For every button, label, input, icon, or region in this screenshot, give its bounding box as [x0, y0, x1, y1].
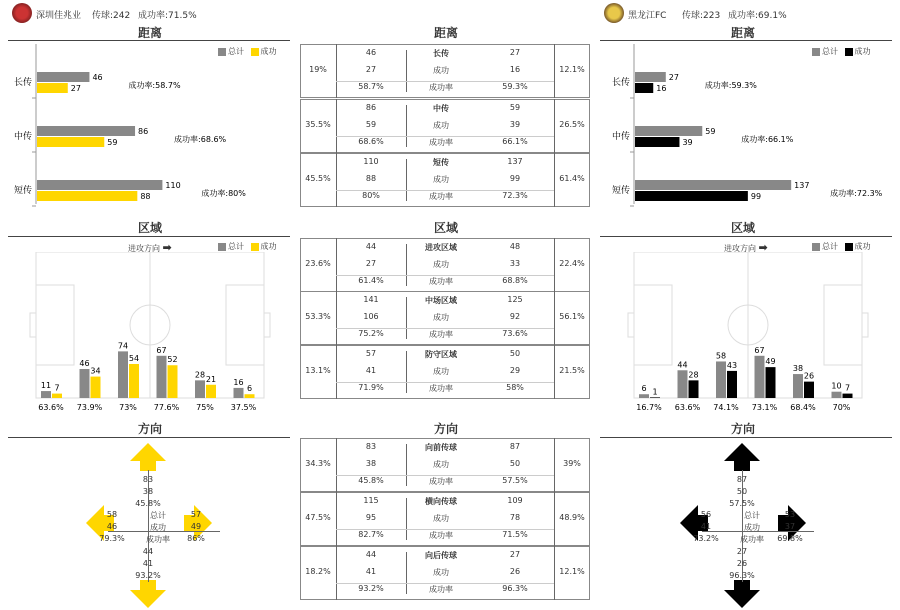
center-direction-title: 方向: [433, 422, 458, 436]
left-value: 71.9%: [358, 383, 384, 392]
bar-success-label: 28: [688, 370, 699, 380]
right-value: 26: [509, 567, 521, 576]
left-value: 141: [363, 295, 379, 304]
left-value: 95: [365, 513, 377, 522]
bar-success: [129, 364, 139, 398]
left-distance-rule: [8, 40, 290, 41]
left-value: 83: [365, 442, 377, 451]
row-label: 向前传球: [425, 443, 457, 452]
right-percent: 26.5%: [559, 120, 585, 129]
rate-label: 74.1%: [713, 403, 739, 412]
left-team-name: 深圳佳兆业: [36, 11, 82, 21]
bar-total: [41, 391, 51, 398]
bar-success-label: 16: [656, 84, 667, 93]
legend-success-swatch: [251, 243, 259, 251]
left-percent: 45.5%: [305, 174, 331, 183]
right-zone-rule: [600, 236, 892, 237]
row-label: 成功: [433, 460, 449, 469]
right-value: 59: [509, 103, 521, 112]
bar-total-label: 11: [40, 381, 52, 391]
row-label: 向后传球: [425, 551, 457, 560]
bar-success-label: 6: [246, 384, 253, 394]
right-value: 50: [509, 349, 521, 358]
row-label: 成功: [433, 260, 449, 269]
bar-total: [195, 380, 205, 398]
left-percent: 13.1%: [305, 366, 331, 375]
rate-label: 73.9%: [76, 403, 103, 412]
row-label: 中场区域: [425, 296, 457, 305]
bar-total: [118, 351, 128, 398]
right-distance-title: 距离: [730, 26, 755, 40]
rate-label: 68.4%: [790, 403, 816, 412]
bar-total-label: 67: [156, 345, 167, 355]
left-direction-title: 方向: [137, 422, 162, 436]
left-value: 58.7%: [358, 82, 384, 91]
row-label: 成功率: [429, 277, 453, 286]
side_r-value: 37: [784, 522, 796, 531]
bar-success: [843, 394, 853, 398]
bar-total: [157, 356, 167, 398]
rate-label: 63.6%: [38, 403, 64, 412]
side_l-value: 41: [700, 522, 712, 531]
bar-success-label: 7: [844, 383, 851, 393]
row-label: 成功: [433, 66, 449, 75]
bar-success-label: 21: [205, 374, 217, 384]
rate-label: 63.6%: [674, 403, 701, 412]
bar-total-label: 10: [831, 381, 842, 391]
bar-total: [793, 374, 803, 398]
bar-success-label: 26: [803, 371, 815, 381]
center-distance-title: 距离: [433, 26, 458, 40]
category-label: 长传: [13, 78, 32, 88]
bar-success: [37, 191, 137, 201]
pitch-right-box: [226, 285, 264, 365]
forward-value: 83: [142, 475, 154, 484]
bar-success: [206, 385, 216, 398]
legend-total-label: 总计: [822, 242, 838, 251]
bar-total-label: 137: [794, 181, 810, 190]
back-value: 93.2%: [135, 571, 161, 580]
attack-direction-label: 进攻方向: [724, 244, 756, 253]
right-value: 39: [509, 120, 521, 129]
forward-value: 87: [736, 475, 748, 484]
back-value: 44: [142, 547, 154, 556]
bar-success-label: 54: [128, 353, 140, 363]
left-value: 106: [363, 312, 379, 321]
rate-label: 77.6%: [153, 403, 180, 412]
mid-value: 总计: [744, 511, 760, 520]
left-value: 59: [365, 120, 377, 129]
row-label: 成功率: [429, 477, 453, 486]
left-value: 61.4%: [358, 276, 384, 285]
bar-total-label: 58: [715, 351, 727, 361]
forward-value: 57.5%: [729, 499, 755, 508]
row-label: 成功: [433, 367, 449, 376]
rate-label: 75%: [196, 403, 214, 412]
row-rule: [336, 382, 554, 383]
back-value: 26: [736, 559, 748, 568]
left-percent: 53.3%: [305, 312, 331, 321]
rate-label: 37.5%: [230, 403, 257, 412]
bar-total: [716, 361, 726, 398]
left-team-rate: 成功率:71.5%: [138, 11, 197, 21]
rate-label: 成功率:66.1%: [741, 135, 794, 144]
bar-total-label: 38: [792, 364, 804, 374]
row-label: 成功: [433, 313, 449, 322]
row-label: 短传: [433, 158, 449, 167]
rate-label: 成功率:68.6%: [174, 135, 227, 144]
bar-success-label: 7: [54, 383, 60, 393]
left-percent: 35.5%: [305, 120, 331, 129]
bar-success: [727, 371, 737, 398]
back-value: 27: [736, 547, 748, 556]
right-value: 99: [509, 174, 521, 183]
bar-total-label: 44: [677, 360, 688, 370]
category-label: 中传: [611, 132, 630, 142]
left-value: 38: [365, 459, 377, 468]
row-label: 成功率: [429, 192, 453, 201]
side_l-value: 73.2%: [693, 534, 719, 543]
row-label: 中传: [433, 104, 449, 113]
legend-total-label: 总计: [822, 47, 838, 56]
side_r-value: 49: [190, 522, 202, 531]
bar-success: [37, 137, 104, 147]
row-label: 成功: [433, 175, 449, 184]
row-label: 成功率: [429, 531, 453, 540]
right-value: 59.3%: [502, 82, 528, 91]
row-rule: [336, 136, 554, 137]
bar-success-label: 39: [682, 138, 693, 147]
right-zone-chart: [598, 252, 898, 417]
forward-value: 38: [142, 487, 154, 496]
left-value: 86: [365, 103, 377, 112]
pitch-left-goal: [30, 313, 36, 337]
bar-success-label: 52: [167, 355, 178, 365]
legend-total-swatch: [218, 243, 226, 251]
right-team-passes: 传球:223: [682, 11, 721, 21]
bar-total-label: 6: [641, 384, 647, 394]
right-value: 96.3%: [502, 584, 528, 593]
bar-total: [635, 126, 702, 136]
bar-total-label: 86: [138, 127, 149, 136]
pitch-right-goal: [862, 313, 868, 337]
bar-success: [635, 83, 653, 93]
right-value: 16: [509, 65, 521, 74]
right-value: 48: [509, 242, 521, 251]
bar-total: [37, 72, 89, 82]
right-percent: 22.4%: [559, 259, 585, 268]
left-percent: 34.3%: [305, 459, 331, 468]
right-direction-rule: [600, 437, 892, 438]
left-direction-rule: [8, 437, 290, 438]
left-value: 45.8%: [358, 476, 384, 485]
right-value: 109: [507, 496, 523, 505]
pitch-left-box: [36, 285, 74, 365]
row-label: 成功率: [429, 138, 453, 147]
right-percent: 61.4%: [559, 174, 585, 183]
row-label: 防守区域: [425, 350, 457, 359]
row-rule: [336, 529, 554, 530]
forward-value: 50: [736, 487, 748, 496]
legend-total-label: 总计: [228, 47, 244, 56]
side_r-value: 86%: [187, 534, 205, 543]
left-zone-legend: [218, 241, 277, 252]
bar-total: [37, 126, 135, 136]
bar-success: [804, 382, 814, 398]
legend-success-label: 成功: [854, 47, 871, 56]
left-value: 93.2%: [358, 584, 384, 593]
bar-success-label: 88: [140, 192, 151, 201]
attack-direction-label: 进攻方向: [128, 244, 160, 253]
bar-total-label: 46: [92, 73, 103, 82]
legend-total-swatch: [812, 243, 820, 251]
bar-success: [245, 394, 255, 398]
bar-success-label: 27: [70, 84, 81, 93]
bar-success: [635, 191, 748, 201]
row-rule: [336, 583, 554, 584]
left-zone-chart: [0, 252, 290, 417]
right-value: 68.8%: [502, 276, 528, 285]
category-label: 短传: [611, 186, 630, 196]
right-distance-chart: [598, 42, 898, 212]
row-label: 成功: [433, 514, 449, 523]
row-rule: [336, 190, 554, 191]
side_l-value: 56: [700, 510, 712, 519]
pitch-right-box: [824, 285, 862, 365]
right-team-rate: 成功率:69.1%: [728, 11, 787, 21]
right-value: 50: [509, 459, 521, 468]
row-label: 横向传球: [425, 497, 457, 506]
bar-success: [635, 137, 679, 147]
bar-total: [755, 356, 765, 398]
bar-total-label: 28: [194, 370, 206, 380]
rate-label: 73.1%: [751, 403, 778, 412]
category-label: 短传: [13, 186, 32, 196]
left-value: 88: [365, 174, 377, 183]
left-distance-title: 距离: [137, 26, 162, 40]
right-value: 66.1%: [502, 137, 528, 146]
right-value: 137: [507, 157, 523, 166]
legend-success-label: 成功: [854, 242, 871, 251]
left-value: 41: [365, 366, 377, 375]
row-label: 长传: [433, 49, 449, 58]
bar-success-label: 43: [726, 360, 738, 370]
left-percent: 23.6%: [305, 259, 331, 268]
row-label: 成功率: [429, 384, 453, 393]
bar-total-label: 110: [165, 181, 181, 190]
row-label: 成功率: [429, 330, 453, 339]
bar-success: [37, 83, 68, 93]
rate-label: 成功率:80%: [201, 189, 246, 198]
right-value: 92: [509, 312, 521, 321]
right-value: 73.6%: [502, 329, 528, 338]
bar-total-label: 67: [754, 345, 765, 355]
left-value: 27: [365, 259, 377, 268]
left-percent: 19%: [309, 65, 327, 74]
bar-total: [234, 388, 244, 398]
side_l-value: 58: [106, 510, 118, 519]
right-percent: 12.1%: [559, 567, 585, 576]
right-team-logo: [604, 3, 624, 23]
side_r-value: 57: [190, 510, 202, 519]
left-value: 44: [365, 242, 377, 251]
left-value: 110: [363, 157, 379, 166]
bar-total: [635, 180, 791, 190]
mid-value: 成功: [150, 523, 166, 532]
bar-success-label: 1: [652, 387, 658, 397]
right-distance-rule: [600, 40, 892, 41]
rate-label: 70%: [832, 403, 851, 412]
bar-success-label: 34: [90, 366, 101, 376]
bar-success: [52, 394, 62, 398]
bar-success: [650, 397, 660, 398]
center-zone-title: 区域: [433, 221, 458, 235]
row-rule: [336, 275, 554, 276]
bar-success: [168, 365, 178, 398]
legend-success-label: 成功: [260, 47, 277, 56]
arrow-right-icon: ➡: [162, 241, 172, 254]
right-percent: 48.9%: [559, 513, 585, 522]
right-percent: 12.1%: [559, 65, 585, 74]
right-value: 33: [509, 259, 521, 268]
mid-value: 成功: [744, 523, 760, 532]
legend-success-swatch: [845, 243, 853, 251]
right-value: 87: [509, 442, 521, 451]
arrow-shape: [724, 580, 760, 608]
mid-value: 成功率: [740, 535, 764, 544]
side_l-value: 79.3%: [99, 534, 125, 543]
arrow-right-icon: ➡: [758, 241, 768, 254]
left-zone-title: 区域: [137, 221, 162, 235]
rate-label: 成功率:72.3%: [830, 189, 883, 198]
left-value: 68.6%: [358, 137, 384, 146]
bar-total-label: 74: [117, 341, 129, 351]
bar-total: [639, 394, 649, 398]
rate-label: 16.7%: [636, 403, 662, 412]
right-percent: 39%: [563, 459, 581, 468]
row-rule: [336, 475, 554, 476]
left-percent: 18.2%: [305, 567, 331, 576]
mid-value: 总计: [150, 511, 166, 520]
arrow-shape: [130, 580, 166, 608]
category-label: 中传: [13, 132, 32, 142]
left-distance-chart: [0, 42, 290, 212]
right-zone-legend: [812, 241, 871, 252]
bar-success: [766, 367, 776, 398]
bar-success: [689, 380, 699, 398]
right-value: 57.5%: [502, 476, 528, 485]
rate-label: 成功率:58.7%: [128, 81, 181, 90]
right-value: 72.3%: [502, 191, 528, 200]
left-value: 115: [363, 496, 379, 505]
arrow-shape: [130, 443, 166, 471]
rate-label: 成功率:59.3%: [704, 81, 757, 90]
legend-total-label: 总计: [228, 242, 244, 251]
bar-total-label: 16: [233, 377, 244, 387]
pitch-left-goal: [628, 313, 634, 337]
legend-success-label: 成功: [260, 242, 277, 251]
right-value: 78: [509, 513, 521, 522]
arrow-shape: [724, 443, 760, 471]
mid-value: 成功率: [146, 535, 170, 544]
pitch-left-box: [634, 285, 672, 365]
category-label: 长传: [611, 78, 630, 88]
right-zone-title: 区域: [730, 221, 755, 235]
right-value: 125: [507, 295, 523, 304]
back-value: 96.3%: [729, 571, 755, 580]
bar-total: [635, 72, 666, 82]
row-rule: [336, 81, 554, 82]
pitch-right-goal: [264, 313, 270, 337]
left-value: 82.7%: [358, 530, 384, 539]
left-value: 27: [365, 65, 377, 74]
left-value: 44: [365, 550, 377, 559]
row-rule: [336, 328, 554, 329]
bar-success-label: 49: [765, 357, 776, 367]
bar-total-label: 27: [668, 73, 679, 82]
row-label: 成功: [433, 568, 449, 577]
forward-value: 45.8%: [135, 499, 161, 508]
right-direction-title: 方向: [730, 422, 755, 436]
right-percent: 21.5%: [559, 366, 585, 375]
bar-total: [832, 392, 842, 398]
left-percent: 47.5%: [305, 513, 331, 522]
bar-total-label: 59: [705, 127, 716, 136]
row-label: 进攻区域: [425, 243, 457, 252]
right-value: 27: [509, 550, 521, 559]
left-value: 41: [365, 567, 377, 576]
left-team-logo: [12, 3, 32, 23]
bar-success: [91, 377, 101, 398]
row-label: 成功率: [429, 585, 453, 594]
bar-total: [37, 180, 162, 190]
bar-success-label: 99: [750, 192, 762, 201]
bar-total: [80, 369, 90, 398]
right-team-name: 黑龙江FC: [628, 11, 667, 21]
right-value: 71.5%: [502, 530, 528, 539]
left-value: 57: [365, 349, 377, 358]
row-label: 成功率: [429, 83, 453, 92]
bar-total-label: 46: [79, 359, 90, 369]
bar-total: [678, 370, 688, 398]
right-value: 29: [509, 366, 521, 375]
left-value: 75.2%: [358, 329, 384, 338]
right-value: 58%: [506, 383, 524, 392]
left-team-passes: 传球:242: [92, 11, 131, 21]
side_r-value: 53: [784, 510, 796, 519]
left-zone-rule: [8, 236, 290, 237]
right-percent: 56.1%: [559, 312, 585, 321]
side_r-value: 69.8%: [777, 534, 803, 543]
rate-label: 73%: [119, 403, 137, 412]
left-value: 80%: [362, 191, 380, 200]
left-value: 46: [365, 48, 377, 57]
right-value: 27: [509, 48, 521, 57]
side_l-value: 46: [106, 522, 118, 531]
back-value: 41: [142, 559, 154, 568]
bar-success-label: 59: [107, 138, 118, 147]
row-label: 成功: [433, 121, 449, 130]
